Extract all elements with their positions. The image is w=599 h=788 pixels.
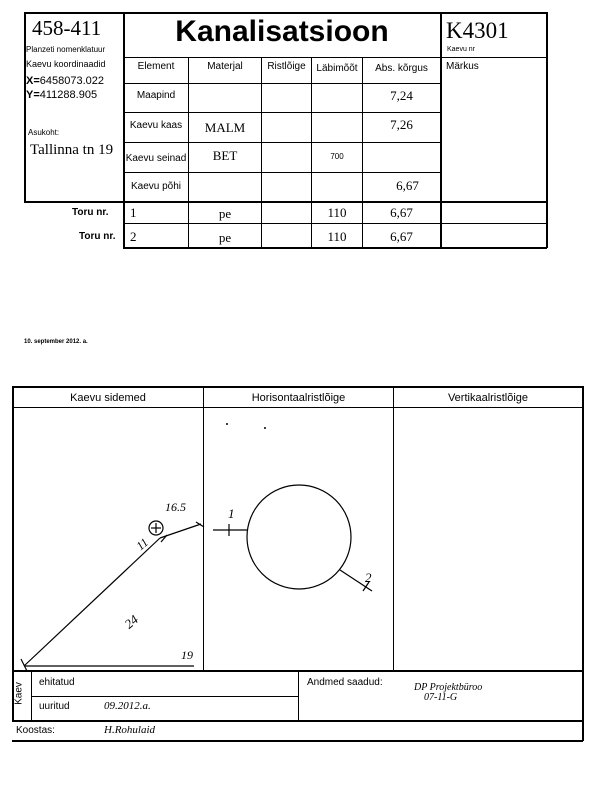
well-cross-section-circle <box>247 485 351 589</box>
coordinate-x-label: X= <box>26 75 40 87</box>
section-title-horizontal: Horisontaalristlõige <box>251 392 346 404</box>
date-text: 10. september 2012. a. <box>24 339 88 345</box>
coordinate-x-value: 6458073.022 <box>39 75 104 87</box>
surveyed-label: uuritud <box>39 701 70 712</box>
well-number-label: Kaevu nr <box>447 46 476 53</box>
col-header-cross: Ristlõige <box>267 61 306 72</box>
data-received-label: Andmed saadud: <box>307 677 383 688</box>
location-label: Asukoht: <box>28 128 60 137</box>
data-received-value-1: DP Projektbüroo <box>414 682 483 693</box>
sheet-number: 458-411 <box>32 16 102 40</box>
row-element-maapind: Maapind <box>136 90 176 101</box>
col-header-material: Materjal <box>207 61 243 72</box>
row-height-kaevu-kaas: 7,26 <box>390 117 413 132</box>
col-header-height: Abs. kõrgus <box>375 63 428 74</box>
col-header-element: Element <box>137 61 175 72</box>
section-title-connections: Kaevu sidemed <box>70 392 146 404</box>
location-value: Tallinna tn 19 <box>30 142 114 158</box>
compiled-value: H.Rohulaid <box>104 724 156 736</box>
pipe-1-number: 1 <box>130 205 137 220</box>
pipe-2-material: pe <box>218 230 232 245</box>
section-title-vertical: Vertikaalristlõige <box>447 392 529 404</box>
row-element-kaevu-seinad: Kaevu seinad <box>125 153 187 164</box>
row-diameter-kaevu-seinad: 700 <box>330 152 344 161</box>
row-height-maapind: 7,24 <box>390 88 413 103</box>
data-received-value-2: 07-11-G <box>424 692 458 703</box>
coordinate-y-value: 411288.905 <box>39 89 98 101</box>
compiled-label: Koostas: <box>16 725 55 736</box>
pipe-2-number: 2 <box>130 229 137 244</box>
sketch-label-small: 11 <box>133 535 151 554</box>
coordinate-y-label: Y= <box>26 89 40 101</box>
pipe-1-label: Toru nr. <box>72 207 109 218</box>
sketch-label-long: 24 <box>121 611 141 632</box>
surveyed-value: 09.2012.a. <box>104 700 151 712</box>
built-label: ehitatud <box>39 677 75 688</box>
pipe-2-height: 6,67 <box>390 229 413 244</box>
row-element-kaevu-kaas: Kaevu kaas <box>129 120 183 131</box>
footer-side-label: Kaev <box>13 682 25 705</box>
coordinates-label: Kaevu koordinaadid <box>26 59 106 69</box>
pipe-2-sketch-label: 2 <box>365 570 372 585</box>
pipe-1-material: pe <box>218 206 232 221</box>
row-element-kaevu-pohi: Kaevu põhi <box>130 181 182 192</box>
sketch-label-bottom: 19 <box>181 648 193 662</box>
sketch-diagonal-line <box>24 538 160 666</box>
pipe-1-sketch-label: 1 <box>228 506 235 521</box>
col-header-diameter: Läbimõõt <box>316 63 358 74</box>
pipe-1-height: 6,67 <box>390 205 413 220</box>
pipe-2-label: Toru nr. <box>79 231 116 242</box>
row-material-kaevu-kaas: MALM <box>204 120 246 135</box>
pipe-2-diameter: 110 <box>327 229 347 244</box>
sheet-number-label: Planzeti nomenklatuur <box>26 45 106 54</box>
row-height-kaevu-pohi: 6,67 <box>396 178 419 193</box>
well-number: K4301 <box>446 18 509 43</box>
sketch-label-top: 16.5 <box>165 500 186 514</box>
pipe-1-diameter: 110 <box>327 205 347 220</box>
row-material-kaevu-seinad: BET <box>212 148 238 163</box>
page-title: Kanalisatsioon <box>175 15 389 48</box>
col-header-notes: Märkus <box>446 61 479 72</box>
